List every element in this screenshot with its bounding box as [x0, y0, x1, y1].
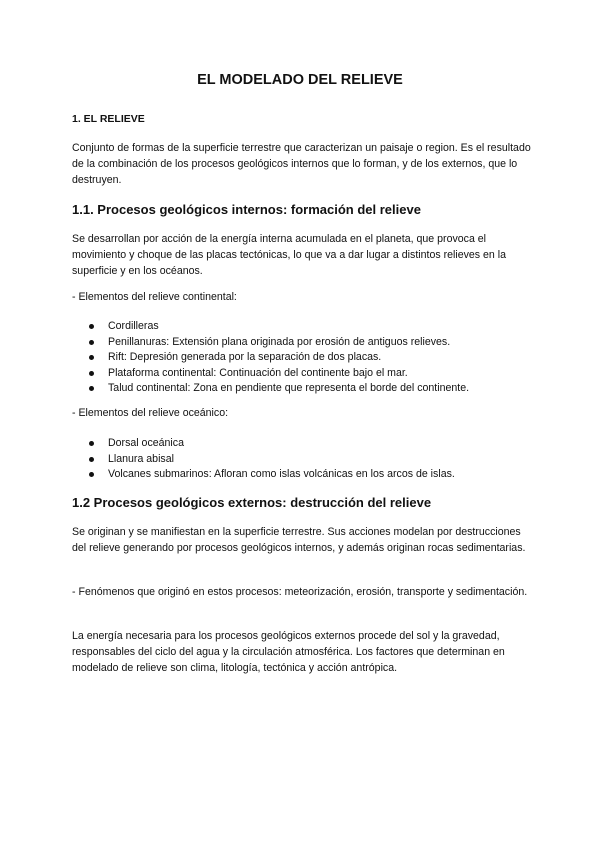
list-item-text: Talud continental: Zona en pendiente que representa el borde del continente. [108, 382, 470, 394]
oceanic-label: - Elementos del relieve oceánico: [72, 407, 229, 419]
bullet-icon [89, 472, 94, 477]
list-item [72, 452, 532, 468]
list-item-text: Penillanuras: Extensión plana originada por erosión de antiguos relieves. [108, 335, 451, 348]
bullet-icon [89, 355, 94, 360]
section-1-heading: 1. EL RELIEVE [72, 113, 145, 125]
bullet-icon [89, 441, 94, 446]
document-title: EL MODELADO DEL RELIEVE [197, 72, 403, 88]
section-1-1-heading: 1.1. Procesos geológicos internos: formación del relieve [72, 202, 421, 217]
list-item-text: Plataforma continental: Continuación del continente bajo el mar. [108, 366, 408, 379]
bullet-icon [89, 371, 94, 376]
list-item-text: Llanura abisal [108, 452, 174, 465]
continental-list [72, 319, 532, 397]
list-item [72, 467, 532, 483]
list-item [72, 381, 532, 397]
bullet-icon [89, 340, 94, 345]
list-item [72, 436, 532, 452]
section-1-2-text-2: - Fenómenos que originó en estos procesos: meteorización, erosión, transporte y sedimentación. [72, 586, 528, 598]
list-item-text: Cordilleras [108, 320, 159, 332]
list-item [72, 366, 532, 382]
list-item-text: Volcanes submarinos: Afloran como islas volcánicas en los arcos de islas. [108, 468, 455, 480]
list-item [72, 319, 532, 335]
section-1-2-heading: 1.2 Procesos geológicos externos: destrucción del relieve [72, 495, 432, 510]
section-1-1-text: Se desarrollan por acción de la energía interna acumulada en el planeta, que provoca el movimiento y choque de las placas tectónicas, lo que va a dar lugar a distintos relieves en la superficie y en los océanos. [72, 233, 506, 277]
list-item [72, 350, 532, 366]
list-item-text: Rift: Depresión generada por la separación de dos placas. [108, 351, 382, 363]
bullet-icon [89, 386, 94, 391]
list-item [72, 335, 532, 351]
bullet-icon [89, 457, 94, 462]
bullet-icon [89, 324, 94, 329]
continental-label: - Elementos del relieve continental: [72, 291, 237, 303]
section-1-text: Conjunto de formas de la superficie terrestre que caracterizan un paisaje o region. Es el resultado de la combinación de los procesos geológicos internos que lo forman, y de los externos, que lo destruyen. [72, 142, 531, 186]
section-1-2-text-3: La energía necesaria para los procesos geológicos externos procede del sol y la gravedad, responsables del ciclo del agua y la circulación atmosférica. Los factores que determinan en modelado de relieve son clima, litología, tectónica y acción antrópica. [72, 630, 505, 674]
section-1-2-text-1: Se originan y se manifiestan en la superficie terrestre. Sus acciones modelan por destrucciones del relieve generando por procesos geológicos internos, y además originan rocas sedimentarias. [72, 526, 526, 554]
oceanic-list [72, 436, 532, 483]
list-item-text: Dorsal oceánica [108, 437, 184, 449]
